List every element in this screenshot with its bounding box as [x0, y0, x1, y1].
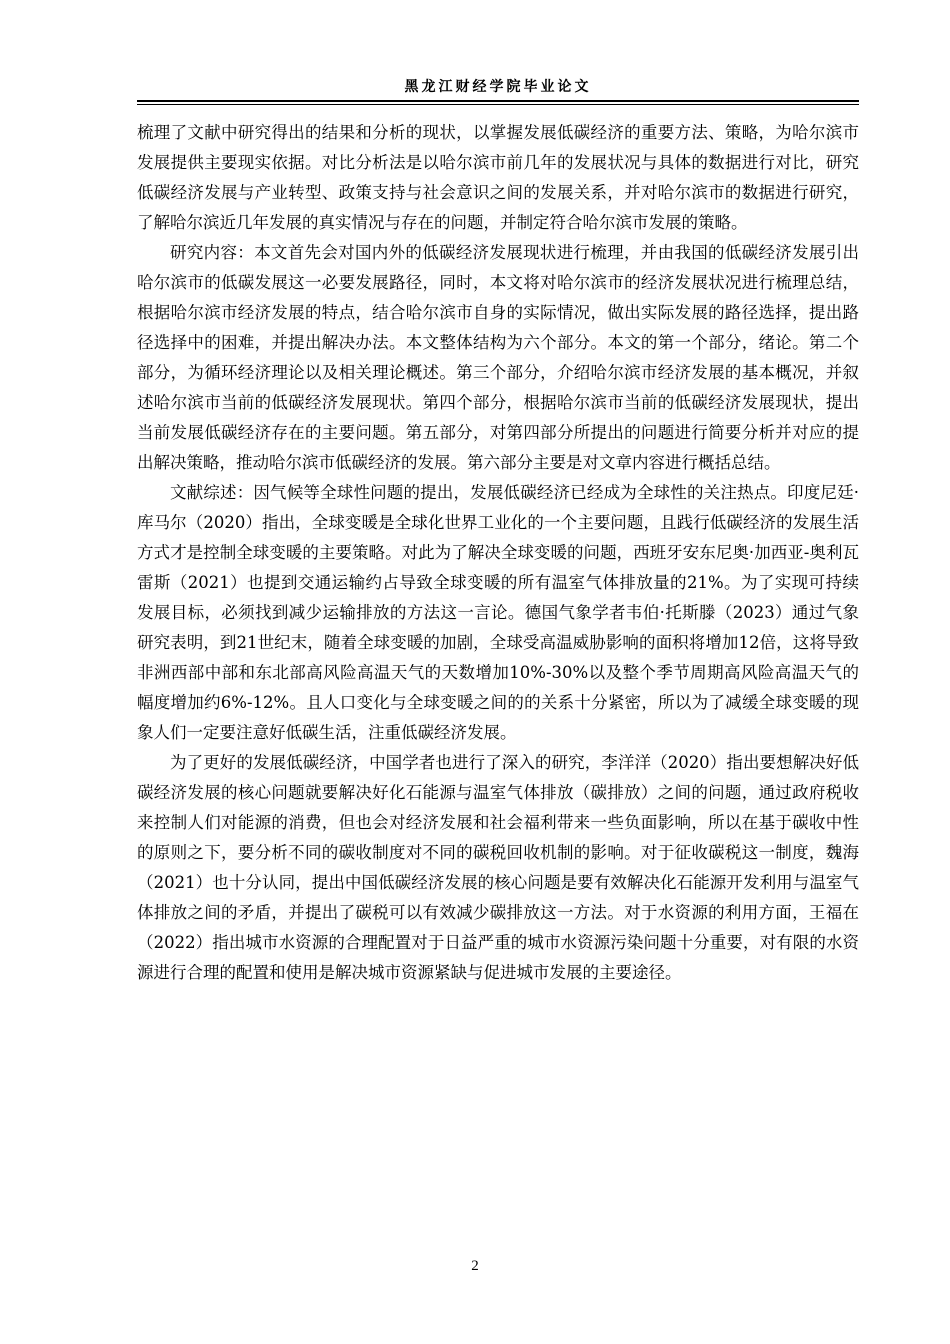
paragraph-literature-review: 文献综述：因气候等全球性问题的提出，发展低碳经济已经成为全球性的关注热点。印度尼廷·库马尔（2020）指出，全球变暖是全球化世界工业化的一个主要问题，且践行低碳经济的发展生活方式才是控制全球变暖的主要策略。对此为了解决全球变暖的问题，西班牙安东尼奥·加西亚-奥利瓦雷斯（2021）也提到交通运输约占导致全球变暖的所有温室气体排放量的21%。为了实现可持续发展目标，必须找到减少运输排放的方法这一言论。德国气象学者韦伯·托斯滕（2023）通过气象研究表明，到21世纪末，随着全球变暖的加剧，全球受高温威胁影响的面积将增加12倍，这将导致非洲西部中部和东北部高风险高温天气的天数增加10%-30%以及整个季节周期高风险高温天气的幅度增加约6%-12%。且人口变化与全球变暖之间的的关系十分紧密，所以为了减缓全球变暖的现象人们一定要注意好低碳生活，注重低碳经济发展。 — [137, 483, 859, 742]
paragraph-chinese-scholars: 为了更好的发展低碳经济，中国学者也进行了深入的研究，李洋洋（2020）指出要想解决好低碳经济发展的核心问题就要解决好化石能源与温室气体排放（碳排放）之间的问题，通过政府税收来控制人们对能源的消费，但也会对经济发展和社会福利带来一些负面影响，所以在基于碳收中性的原则之下，要分析不同的碳收制度对不同的碳税回收机制的影响。对于征收碳税这一制度，魏海（2021）也十分认同，提出中国低碳经济发展的核心问题是要有效解决化石能源开发利用与温室气体排放之间的矛盾，并提出了碳税可以有效减少碳排放这一方法。对于水资源的利用方面，王福在（2022）指出城市水资源的合理配置对于日益严重的城市水资源污染问题十分重要，对有限的水资源进行合理的配置和使用是解决城市资源紧缺与促进城市发展的主要途径。 — [137, 753, 859, 982]
page-number: 2 — [471, 1258, 479, 1274]
header-rule-thin — [137, 104, 859, 105]
paragraph-research-content: 研究内容：本文首先会对国内外的低碳经济发展现状进行梳理，并由我国的低碳经济发展引出哈尔滨市的低碳发展这一必要发展路径，同时，本文将对哈尔滨市的经济发展状况进行梳理总结，根据哈尔滨市经济发展的特点，结合哈尔滨市自身的实际情况，做出实际发展的路径选择，提出路径选择中的困难，并提出解决办法。本文整体结构为六个部分。本文的第一个部分，绪论。第二个部分，为循环经济理论以及相关理论概述。第三个部分，介绍哈尔滨市经济发展的基本概况，并叙述哈尔滨市当前的低碳经济发展现状。第四个部分，根据哈尔滨市当前的低碳经济发展现状，提出当前发展低碳经济存在的主要问题。第五部分，对第四部分所提出的问题进行简要分析并对应的提出解决策略，推动哈尔滨市低碳经济的发展。第六部分主要是对文章内容进行概括总结。 — [137, 243, 859, 472]
paragraph-continuation: 梳理了文献中研究得出的结果和分析的现状，以掌握发展低碳经济的重要方法、策略，为哈尔滨市发展提供主要现实依据。对比分析法是以哈尔滨市前几年的发展状况与具体的数据进行对比，研究低碳经济发展与产业转型、政策支持与社会意识之间的发展关系，并对哈尔滨市的数据进行研究，了解哈尔滨近几年发展的真实情况与存在的问题，并制定符合哈尔滨市发展的策略。 — [137, 123, 859, 232]
header-rule-thick — [137, 100, 859, 102]
page-header-title: 黑龙江财经学院毕业论文 — [404, 79, 592, 95]
body-text — [137, 118, 859, 988]
